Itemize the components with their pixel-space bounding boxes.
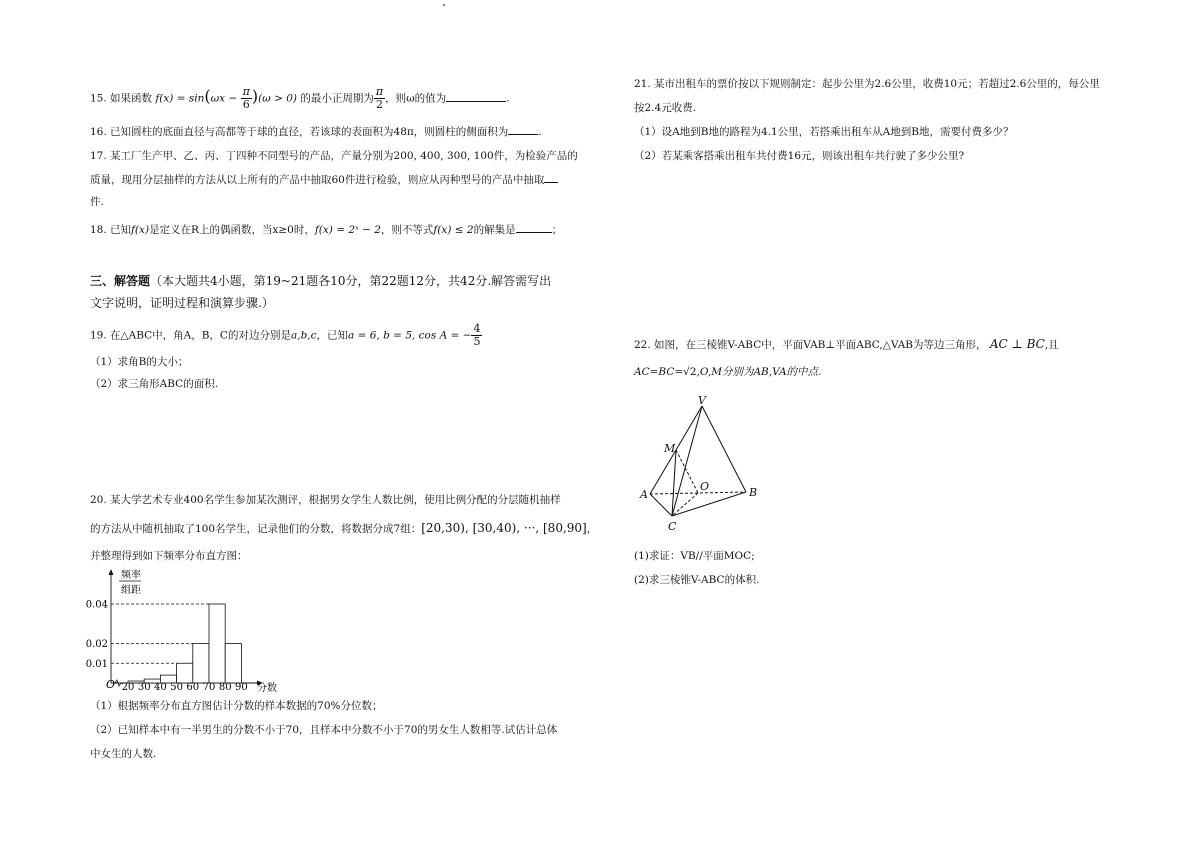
histogram-ylabel-bottom: 组距 <box>121 585 141 596</box>
label-B: B <box>749 486 758 499</box>
histogram-x-tick-label: 90 <box>235 682 248 692</box>
label-C: C <box>668 520 677 533</box>
q20-intervals: [20,30), [30,40), ···, [80,90] <box>421 521 587 535</box>
q20-part-2: （2）已知样本中有一半男生的分数不小于70，且样本中分数不小于70的男女生人数相等.试估计总体 <box>90 724 558 736</box>
histogram-x-tick-label: 20 <box>121 682 135 692</box>
histogram-ylabel-top: 频率 <box>121 570 141 581</box>
q15-inner: ωx − <box>210 92 241 105</box>
q16-blank <box>508 134 538 135</box>
q15-end: . <box>506 92 510 105</box>
q18-a: 18. 已知 <box>90 224 132 236</box>
label-O: O <box>700 480 710 493</box>
q17-line-2: 质量，现用分层抽样的方法从以上所有的产品中抽取60件进行检验，则应从丙种型号的产品中抽取 <box>90 174 545 186</box>
histogram-bar <box>209 604 225 683</box>
edge-VC <box>672 406 702 516</box>
q18-fx: f(x) <box>131 224 150 236</box>
section-3-title: 三、解答题 <box>90 274 151 288</box>
q18-ineq: f(x) ≤ 2 <box>433 224 474 236</box>
label-M: M <box>664 442 676 455</box>
frequency-histogram <box>84 566 294 692</box>
q15-suffix: ，则ω的值为 <box>385 92 447 105</box>
q17-line-2-wrap <box>90 172 558 188</box>
histogram-bar <box>225 644 241 684</box>
q18-b: 是定义在R上的偶函数，当x≥0时， <box>149 224 315 236</box>
q20-line-3: 并整理得到如下频率分布直方图： <box>90 550 248 562</box>
q15-blank <box>446 101 506 102</box>
question-19 <box>90 323 482 348</box>
q21-line-1: 21. 某市出租车的票价按以下规则制定：起步公里为2.6公里，收费10元；若超过2.6公里的，每公里 <box>634 78 1100 90</box>
histogram-bar <box>193 644 209 684</box>
q22-part-2: (2)求三棱锥V-ABC的体积. <box>634 574 760 586</box>
segment-MO-dashed <box>676 450 698 493</box>
histogram-xlabel: 分数 <box>257 683 277 692</box>
histogram-x-tick-label: 70 <box>202 682 216 692</box>
q22-line-2 <box>634 364 821 380</box>
q15-pi: π <box>242 85 250 98</box>
histogram-x-tick-label: 40 <box>154 682 167 692</box>
label-A: A <box>640 488 648 501</box>
q22-line-1 <box>634 336 1059 353</box>
question-15: 15. 如果函数 f(x) = sin(ωx − $\frac{\pi}{6}$ )(ω > 0) 的最小正周期为 $\frac{\pi}{2}$ ，则ω的值为 . <box>90 85 510 111</box>
q22-line-2a: AC=BC= <box>634 366 684 378</box>
q19-part-2: （2）求三角形ABC的面积. <box>90 378 219 390</box>
q19-fraction <box>471 323 482 348</box>
q18-blank <box>516 232 552 233</box>
q20-line-2a: 的方法从中随机抽取了100名学生，记录他们的分数，将数据分成7组： <box>90 523 422 535</box>
q22-line-2b: ,O,M分别为AB,VA的中点. <box>696 366 822 378</box>
q19-stem: 19. 在△ABC中，角A，B，C的对边分别是 <box>90 329 291 342</box>
question-18 <box>90 222 562 238</box>
q20-part-3: 中女生的人数. <box>90 748 157 760</box>
histogram-x-tick-label: 30 <box>137 682 151 692</box>
histogram-bar <box>177 663 193 683</box>
histogram-x-tick-label: 50 <box>170 682 183 692</box>
q19-known: ，已知 <box>316 329 349 342</box>
q20-line-2 <box>90 520 597 537</box>
top-dot <box>443 4 445 6</box>
q22-part-1: (1)求证：VB//平面MOC; <box>634 550 755 562</box>
q15-pi-over-6 <box>241 86 252 111</box>
section-3-heading <box>90 273 551 289</box>
q19-abc: a,b,c <box>290 329 317 342</box>
edge-CB <box>672 492 746 516</box>
tetrahedron-figure <box>636 394 766 534</box>
q18-eq: f(x) = 2ˣ − 2 <box>314 224 381 236</box>
histogram-origin: O <box>106 678 116 691</box>
q20-part-1: （1）根据频率分布直方图估计分数的样本数据的70%分位数； <box>90 700 383 712</box>
histogram-y-tick-label: 0.04 <box>85 599 108 611</box>
segment-MC <box>672 450 676 516</box>
q15-period-two: 2 <box>375 98 383 111</box>
q15-six: 6 <box>242 98 250 111</box>
q19-num: 4 <box>473 322 481 335</box>
edge-AC <box>650 494 672 516</box>
histogram-y-tick-label: 0.01 <box>85 658 108 670</box>
q17-line-1: 17. 某工厂生产甲、乙、丙、丁四种不同型号的产品，产量分别为200, 400, 300, 100件，为检验产品的 <box>90 150 578 162</box>
q15-function: f(x) = sin <box>155 92 205 105</box>
q15-condition: (ω > 0) <box>258 92 297 105</box>
q20-line-2c: ， <box>586 523 598 535</box>
histogram-y-tick-label: 0.02 <box>85 639 108 650</box>
q15-prefix: 15. 如果函数 <box>90 92 153 105</box>
q21-part-1: （1）设A地到B地的路程为4.1公里，若搭乘出租车从A地到B地，需要付费多少？ <box>634 126 1014 138</box>
section-3-line-2: 文字说明，证明过程和演算步骤.） <box>90 296 274 310</box>
q15-period-fraction <box>374 86 385 111</box>
q22-line-1b: ,且 <box>1044 339 1059 351</box>
q22-line-1a: 22. 如图，在三棱锥V-ABC中，平面VAB⊥平面ABC,△VAB为等边三角形， <box>634 339 987 351</box>
q20-line-1: 20. 某大学艺术专业400名学生参加某次测评，根据男女学生人数比例，使用比例分配的分层随机抽样 <box>90 494 561 506</box>
segment-OC-dashed <box>672 493 698 516</box>
q19-part-1: （1）求角B的大小； <box>90 356 189 368</box>
q21-line-2: 按2.4元收费. <box>634 102 697 114</box>
label-V: V <box>698 394 706 407</box>
q19-den: 5 <box>473 335 481 348</box>
q17-line-3: 件. <box>90 196 104 208</box>
histogram-y-arrow-icon <box>109 569 114 575</box>
q22-sqrt: √2 <box>683 366 697 378</box>
q18-d: 的解集是 <box>473 224 516 236</box>
q19-values: a = 6, b = 5, cos A = − <box>348 329 472 342</box>
q16-text: 16. 已知圆柱的底面直径与高都等于球的直径，若该球的表面积为48π，则圆柱的侧面积为 <box>90 126 509 138</box>
q21-part-2: （2）若某乘客搭乘出租车共付费16元，则该出租车共行驶了多少公里? <box>634 150 965 162</box>
q22-perp: AC ⊥ BC <box>989 337 1045 351</box>
q15-mid: 的最小正周期为 <box>300 92 374 105</box>
q18-end: ； <box>551 224 563 236</box>
q16-end: . <box>538 126 542 138</box>
q15-period-pi: π <box>375 85 384 98</box>
section-3-line-1: （本大题共4小题，第19~21题各10分，第22题12分，共42分.解答需写出 <box>150 274 552 288</box>
histogram-x-tick-label: 60 <box>186 682 200 692</box>
q17-blank <box>544 182 558 183</box>
q18-c: ，则不等式 <box>380 224 434 236</box>
histogram-x-tick-label: 80 <box>218 682 232 692</box>
question-16 <box>90 124 542 140</box>
